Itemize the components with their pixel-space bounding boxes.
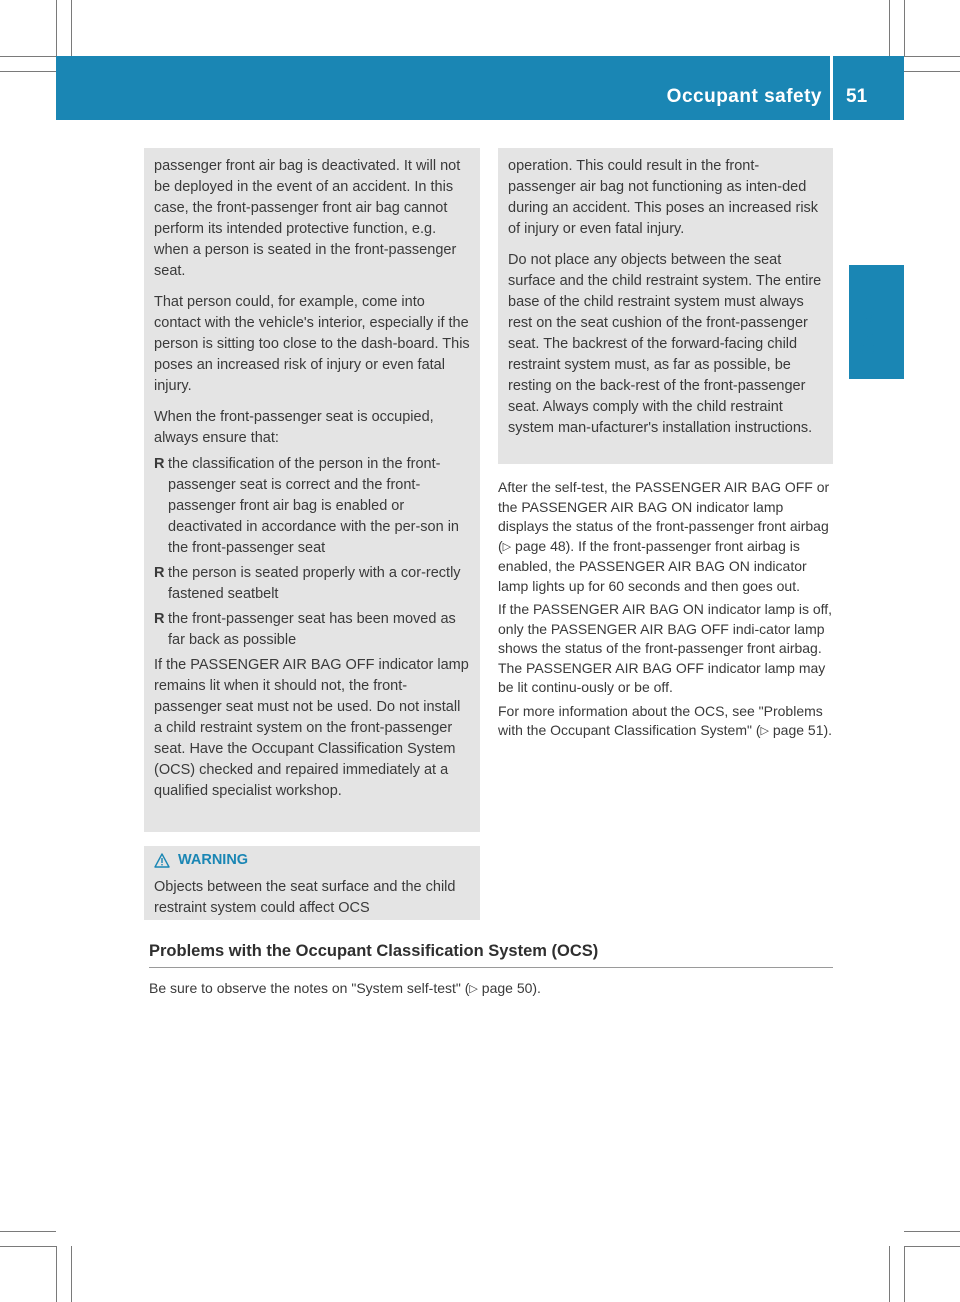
paragraph: When the front-passenger seat is occupied, always ensure that: — [154, 409, 434, 446]
warning-label: WARNING — [178, 852, 249, 868]
page-ref-arrow-icon: ▷ — [502, 540, 512, 553]
warning-text: Objects between the seat surface and the child restraint system could affect OCS — [154, 879, 456, 916]
paragraph: operation. This could result in the front-passenger air bag not functioning as inten-ded during an accident. This poses an increased risk of injury or even fatal injury. — [508, 158, 819, 237]
paragraph: Do not place any objects between the seat surface and the child restraint system. The entire base of the child restraint system must always rest on the seat cushion of the front-passenger seat. The backrest of the forward-facing child restraint system must, as far as possible, be resting on the back-rest of the front-passenger seat. Always comply with the child restraint system man-ufacturer's installation instructions. — [508, 252, 822, 436]
section-intro: Be sure to observe the notes on "System self-test" (▷ page 50). — [149, 978, 833, 999]
paragraph: passenger front air bag is deactivated. It will not be deployed in the event of an accident. In this case, the front-passenger front air bag cannot perform its intended protective function, e.g. when a person is seated in the front-passenger seat. — [154, 158, 461, 279]
crop-mark — [904, 1231, 960, 1232]
crop-mark — [71, 0, 72, 56]
list-item: R the front-passenger seat has been moved as far back as possible — [154, 611, 456, 648]
warning-triangle-icon — [154, 853, 170, 868]
list-item: R the person is seated properly with a cor-rectly fastened seatbelt — [154, 565, 461, 602]
bullet-list — [154, 454, 472, 651]
crop-mark — [56, 1246, 57, 1302]
page-number: 51 — [846, 86, 868, 107]
crop-mark — [904, 1246, 960, 1247]
crop-mark — [889, 1246, 890, 1302]
crop-mark — [0, 71, 56, 72]
paragraph: After the self-test, the PASSENGER AIR BAG OFF or the PASSENGER AIR BAG ON indicator lamp displays the status of the front-passenger front airbag (▷ page 48). If the front-passenger front airbag is enabled, the PASSENGER AIR BAG ON indicator lamp lights up for 60 seconds and then goes out. — [498, 479, 830, 594]
crop-mark — [889, 0, 890, 56]
crop-mark — [904, 71, 960, 72]
crop-mark — [0, 1231, 56, 1232]
page-reference-link[interactable]: page 51 — [772, 722, 824, 738]
bullet-icon: R — [154, 565, 165, 581]
crop-mark — [71, 1246, 72, 1302]
warning-heading — [154, 850, 472, 871]
paragraph: If the PASSENGER AIR BAG ON indicator lamp is off, only the PASSENGER AIR BAG OFF indi-cator lamp shows the status of the front-passenger front airbag. The PASSENGER AIR BAG OFF indicator lamp may be lit continu-ously or be off. — [498, 601, 833, 695]
page-reference-link[interactable]: page 48 — [515, 537, 566, 554]
info-box-left — [144, 148, 480, 832]
section-heading: Problems with the Occupant Classification System (OCS) — [149, 942, 833, 968]
crop-mark — [904, 0, 905, 56]
page-ref-arrow-icon: ▷ — [469, 983, 478, 995]
page-title: Occupant safety — [666, 86, 822, 107]
body-text-right — [498, 478, 833, 742]
crop-mark — [904, 56, 960, 57]
bullet-icon: R — [154, 611, 165, 627]
crop-mark — [0, 1246, 56, 1247]
bullet-icon: R — [154, 456, 165, 472]
paragraph: For more information about the OCS, see "Problems with the Occupant Classification System" (▷ page 51). — [498, 702, 833, 742]
crop-mark — [904, 1246, 905, 1302]
chapter-label: Safety — [857, 291, 879, 355]
crop-mark — [0, 56, 56, 57]
warning-box — [144, 846, 480, 920]
info-box-right — [498, 148, 833, 464]
header-divider — [830, 56, 833, 120]
paragraph: That person could, for example, come into contact with the vehicle's interior, especially if the person is sitting too close to the dash-board. This poses an increased risk of injury or even fatal injury. — [154, 294, 470, 394]
page-ref-arrow-icon: ▷ — [760, 725, 769, 737]
page-reference-link[interactable]: page 50 — [481, 980, 533, 996]
paragraph: If the PASSENGER AIR BAG OFF indicator lamp remains lit when it should not, the front-passenger seat must not be used. Do not install a child restraint system on the front-passenger seat. Have the Occupant Classification System (OCS) checked and repaired immediately at a qualified specialist workshop. — [154, 657, 469, 799]
list-item: R the classification of the person in the front-passenger seat is correct and the front-passenger front air bag is enabled or deactivated in accordance with the per-son in the front-passenger seat — [154, 456, 459, 556]
crop-mark — [56, 0, 57, 56]
